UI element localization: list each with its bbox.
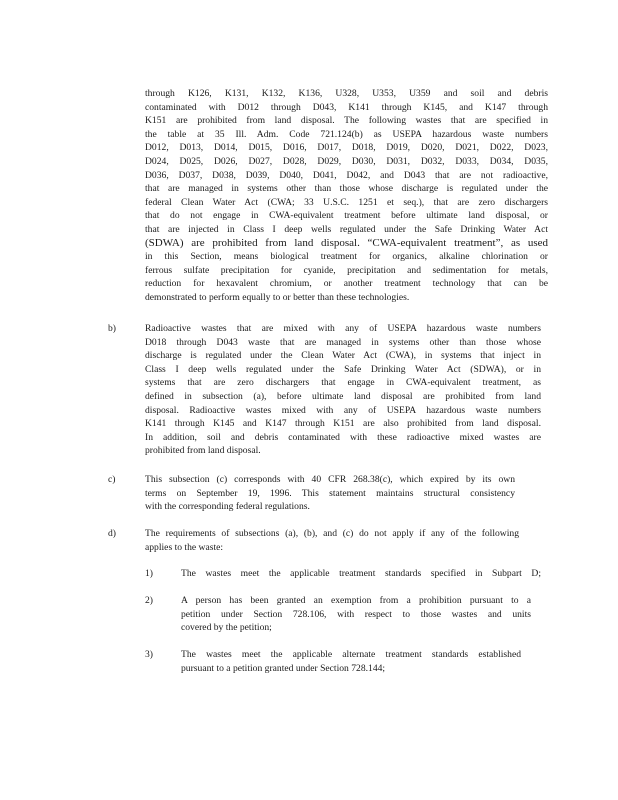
text-line: pursuant to a petition granted under Section 728.144; [181, 662, 386, 674]
text-line: in this Section, means biological treatment for organics, alkaline chlorination or [145, 251, 548, 263]
text-line: prohibited from land disposal. [145, 445, 261, 457]
text-line: with the corresponding federal regulations. [145, 501, 310, 513]
text-line: reduction for hexavalent chromium, or another treatment technology that can be [145, 278, 548, 290]
item-1-marker: 1) [145, 568, 153, 579]
text-line: the table at 35 Ill. Adm. Code 721.124(b) as USEPA hazardous waste numbers [145, 128, 548, 140]
text-line: terms on September 19, 1996. This statement maintains structural consistency [145, 487, 515, 499]
text-line: demonstrated to perform equally to or better than these technologies. [145, 291, 410, 303]
text-line: discharge is regulated under the Clean Water Act (CWA), in systems that inject in [145, 350, 541, 362]
text-line: that are injected in Class I deep wells regulated under the Safe Drinking Water Act [145, 223, 548, 235]
intro-paragraph [145, 87, 548, 305]
subsection-c-paragraph [145, 473, 515, 514]
text-line: K141 through K145 and K147 through K151 are also prohibited from land disposal. [145, 418, 541, 430]
text-line: The requirements of subsections (a), (b), and (c) do not apply if any of the following [145, 528, 519, 539]
subsection-b-paragraph [145, 322, 541, 458]
subsection-d-paragraph [145, 527, 519, 554]
text-line: (SDWA) are prohibited from land disposal. “CWA-equivalent treatment”, as used [145, 236, 548, 249]
text-line: K151 are prohibited from land disposal. The following wastes that are specified in [145, 115, 548, 127]
text-line: ferrous sulfate precipitation for cyanide, precipitation and sedimentation for metals, [145, 264, 548, 276]
text-line: D024, D025, D026, D027, D028, D029, D030, D031, D032, D033, D034, D035, [145, 155, 548, 167]
subsection-d-marker: d) [108, 528, 116, 539]
subsection-c-marker: c) [108, 474, 116, 485]
text-line: The wastes meet the applicable treatment standards specified in Subpart D; [181, 568, 541, 579]
text-line: A person has been granted an exemption from a prohibition pursuant to a [181, 595, 531, 606]
text-line: systems that are zero dischargers that engage in CWA-equivalent treatment, as [145, 377, 541, 389]
text-line: that do not engage in CWA-equivalent treatment before ultimate land disposal, or [145, 210, 548, 222]
text-line: defined in subsection (a), before ultimate land disposal are prohibited from land [145, 390, 541, 402]
item-3-marker: 3) [145, 649, 153, 660]
text-line: D036, D037, D038, D039, D040, D041, D042, and D043 that are not radioactive, [145, 169, 548, 181]
text-line: disposal. Radioactive wastes mixed with any of USEPA hazardous waste numbers [145, 404, 541, 416]
text-line: covered by the petition; [181, 622, 272, 634]
text-line: The wastes meet the applicable alternate treatment standards established [181, 649, 521, 660]
text-line: In addition, soil and debris contaminated with these radioactive mixed wastes are [145, 431, 541, 443]
text-line: petition under Section 728.106, with respect to those wastes and units [181, 608, 531, 620]
text-line: that are managed in systems other than those whose discharge is regulated under the [145, 183, 548, 195]
text-line: applies to the waste: [145, 541, 224, 553]
text-line: Class I deep wells regulated under the Safe Drinking Water Act (SDWA), or in [145, 363, 541, 375]
item-3-paragraph [181, 648, 521, 675]
text-line: D018 through D043 waste that are managed in systems other than those whose [145, 336, 541, 348]
text-line: contaminated with D012 through D043, K141 through K145, and K147 through [145, 101, 548, 113]
text-line: D012, D013, D014, D015, D016, D017, D018, D019, D020, D021, D022, D023, [145, 142, 548, 154]
text-line: This subsection (c) corresponds with 40 CFR 268.38(c), which expired by its own [145, 474, 515, 485]
item-2-paragraph [181, 594, 531, 635]
item-1-paragraph [181, 567, 541, 581]
item-2-marker: 2) [145, 595, 153, 606]
text-line: federal Clean Water Act (CWA; 33 U.S.C. 1251 et seq.), that are zero dischargers [145, 196, 548, 208]
text-line: Radioactive wastes that are mixed with any of USEPA hazardous waste numbers [145, 323, 541, 334]
text-line: through K126, K131, K132, K136, U328, U353, U359 and soil and debris [145, 88, 548, 99]
subsection-b-marker: b) [108, 323, 116, 334]
